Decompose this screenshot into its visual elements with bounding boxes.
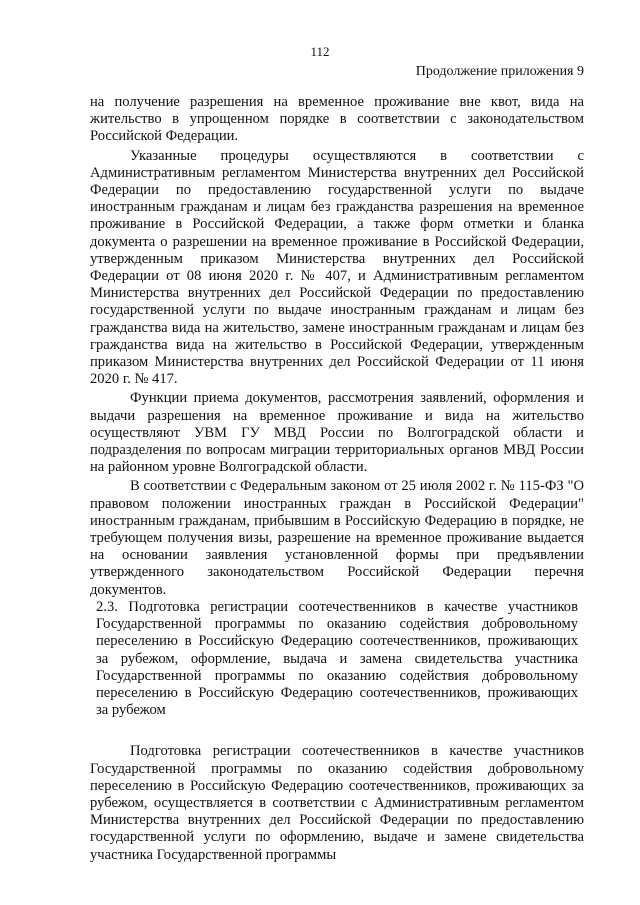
paragraph-functions: Функции приема документов, рассмотрения заявлений, оформления и выдачи разрешения на временное проживание и вида на жительство осуществляют УВМ ГУ МВД России по Волгоградской области и подразделения по вопросам миграции территориальных органов МВД России на районном уровне Волгоградской области. [90,390,584,476]
paragraph-federal-law: В соответствии с Федеральным законом от 25 июля 2002 г. № 115-ФЗ "О правовом положении иностранных граждан в Российской Федерации" иностранным гражданам, прибывшим в Российскую Федерацию в порядке, не требующем получения визы, разрешение на временное проживание выдается на основании заявления установленной формы при предъявлении утвержденного законодательством Российской Федерации перечня документов. [90,478,584,598]
section-heading: 2.3. Подготовка регистрации соотечественников в качестве участников Государственной программы по оказанию содействия добровольному переселению в Российскую Федерацию соотечественников, проживающих за рубежом, оформление, выдача и замена свидетельства участника Государственной программы по оказанию содействия добровольному переселению в Российскую Федерацию соотечественников, проживающих за рубежом [96,598,578,719]
paragraph-section-body: Подготовка регистрации соотечественников в качестве участников Государственной программы по оказанию содействия добровольному переселению в Российскую Федерацию соотечественников, проживающих за рубежом, осуществляется в соответствии с Административным регламентом Министерства внутренних дел Российской Федерации по предоставлению государственной услуги по оформлению, выдаче и замене свидетельства участника Государственной программы [90,743,584,863]
paragraph-procedures: Указанные процедуры осуществляются в соответствии с Административным регламентом Министерства внутренних дел Российской Федерации по предоставлению государственной услуги по выдаче иностранным гражданам и лицам без гражданства разрешения на временное проживание в Российской Федерации, а также форм отметки и бланка документа о разрешении на временное проживание в Российской Федерации, утвержденным приказом Министерства внутренних дел Российской Федерации от 08 июня 2020 г. № 407, и Административным регламентом Министерства внутренних дел Российской Федерации по предоставлению государственной услуги по выдаче иностранным гражданам и лицам без гражданства вида на жительство, замене иностранным гражданам и лицам без гражданства вида на жительство в Российской Федерации, утвержденным приказом Министерства внутренних дел Российской Федерации от 11 июня 2020 г. № 417. [90,147,584,388]
page-number: 112 [310,44,330,59]
document-body [90,94,584,864]
paragraph-continued: на получение разрешения на временное проживание вне квот, вида на жительство в упрощенном порядке в соответствии с законодательством Российской Федерации. [90,94,584,145]
appendix-continuation-label: Продолжение приложения 9 [415,64,584,79]
